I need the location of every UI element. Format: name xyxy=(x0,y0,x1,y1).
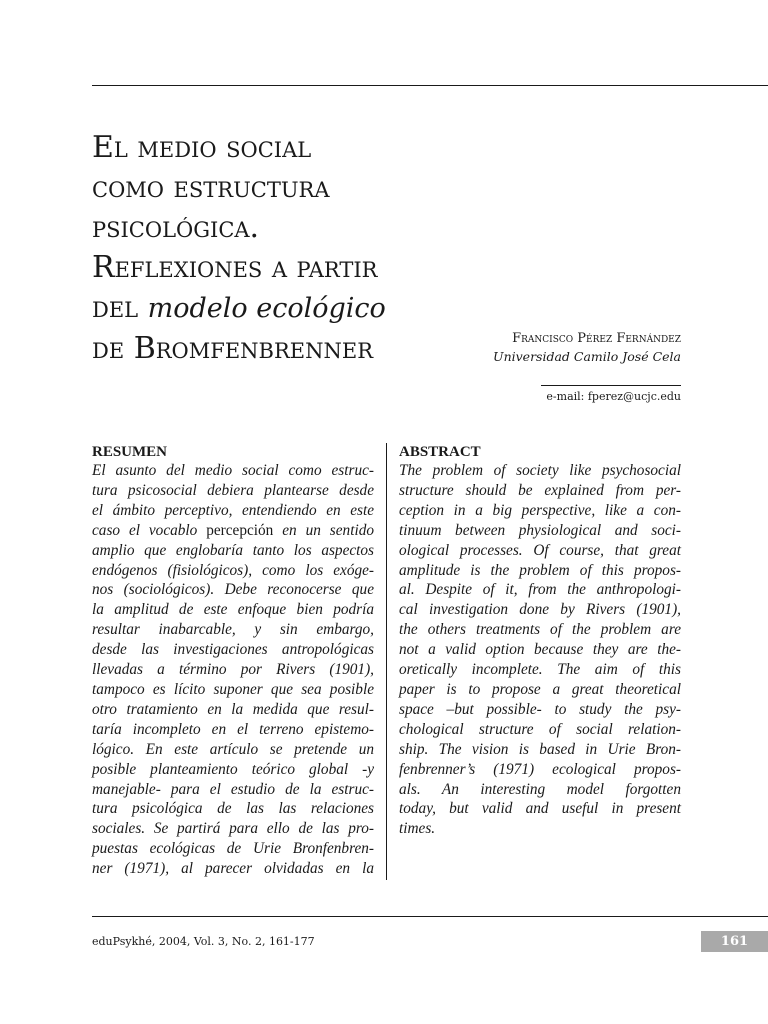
resumen-line: sociales. Se partirá para ello de las pro- xyxy=(92,820,374,838)
resumen-body xyxy=(92,461,374,879)
abstract-line: amplitude is the problem of this propos- xyxy=(399,561,681,579)
title-line-5-lead: del xyxy=(92,290,148,325)
footer-citation: eduPsykhé, 2004, Vol. 3, No. 2, 161-177 xyxy=(92,935,315,948)
resumen-line: tura psicológica de las las relaciones xyxy=(92,800,374,818)
resumen-line: nos (sociológicos). Debe reconocerse que xyxy=(92,581,374,599)
author-name: Francisco Pérez Fernández xyxy=(512,331,681,346)
abstract-line: fenbrenner’s (1971) ecological propos- xyxy=(399,760,681,778)
resumen-line: El asunto del medio social como estruc- xyxy=(92,462,374,479)
resumen-upright-word: percepción xyxy=(206,521,274,539)
title-line-3: psicológica. xyxy=(92,210,260,245)
resumen-line: otro tratamiento en la medida que resul- xyxy=(92,700,374,718)
abstract-line: al. Despite of it, from the anthropologi- xyxy=(399,581,681,599)
resumen-line: amplio que englobaría tanto los aspectos xyxy=(92,541,374,559)
title-line-5 xyxy=(92,288,512,329)
resumen-line xyxy=(92,521,374,541)
abstract-line: als. An interesting model forgotten xyxy=(399,780,681,798)
author-affiliation: Universidad Camilo José Cela xyxy=(493,349,681,364)
author-email: e-mail: fperez@ucjc.edu xyxy=(546,390,681,403)
top-rule xyxy=(92,85,768,86)
resumen-line: resultar inabarcable, y sin embargo, xyxy=(92,621,374,639)
abstract-body xyxy=(399,461,681,839)
abstract-line: The problem of society like psychosocial xyxy=(399,462,681,479)
title-line-1: El medio social xyxy=(92,130,312,165)
resumen-line: tura psicosocial debiera plantearse desde xyxy=(92,481,374,499)
abstract-column xyxy=(399,443,681,839)
resumen-line: taría incompleto en el terreno epistemo- xyxy=(92,720,374,738)
resumen-line: manejable- para el estudio de la estruc- xyxy=(92,780,374,798)
abstract-line: cal investigation done by Rivers (1901), xyxy=(399,601,681,619)
page-number-badge: 161 xyxy=(701,931,768,952)
abstract-line: ception in a big perspective, like a con- xyxy=(399,501,681,519)
abstract-line: oretically incomplete. The aim of this xyxy=(399,661,681,679)
abstract-line: today, but valid and useful in present xyxy=(399,800,681,818)
bottom-rule xyxy=(92,916,768,917)
resumen-line: el ámbito perceptivo, entendiendo en este xyxy=(92,501,374,519)
resumen-line: desde las investigaciones antropológicas xyxy=(92,641,374,659)
title-line-4: Reflexiones a partir xyxy=(92,250,378,285)
resumen-line-4-lead: caso el vocablo xyxy=(92,521,207,539)
abstract-line: chological structure of social relation- xyxy=(399,720,681,738)
abstract-line: the others treatments of the problem are xyxy=(399,621,681,639)
abstract-line: ship. The vision is based in Urie Bron- xyxy=(399,740,681,758)
resumen-line-4-tail: en un sentido xyxy=(273,521,374,539)
title-line-2: como estructura xyxy=(92,170,330,205)
author-block xyxy=(493,330,681,366)
article-title xyxy=(92,128,512,369)
abstract-line: ological processes. Of course, that great xyxy=(399,541,681,559)
resumen-heading: RESUMEN xyxy=(92,444,168,460)
resumen-line: tampoco es lícito suponer que sea posible xyxy=(92,680,374,698)
abstract-line: space –but possible- to study the psy- xyxy=(399,700,681,718)
abstract-line: not a valid option because they are the- xyxy=(399,641,681,659)
resumen-column xyxy=(92,443,374,879)
title-line-6: de Bromfenbrenner xyxy=(92,331,374,366)
abstract-line: times. xyxy=(399,820,436,838)
resumen-line: la amplitud de este enfoque bien podría xyxy=(92,601,374,619)
abstract-line: structure should be explained from per- xyxy=(399,481,681,499)
abstract-line: tinuum between physiological and soci- xyxy=(399,521,681,539)
abstract-line: paper is to propose a great theoretical xyxy=(399,680,681,698)
resumen-line: ner (1971), al parecer olvidadas en la xyxy=(92,860,374,878)
resumen-line: endógenos (fisiológicos), como los exóge- xyxy=(92,561,374,579)
email-rule xyxy=(541,385,681,386)
resumen-line: llevadas a término por Rivers (1901), xyxy=(92,661,374,679)
resumen-line: puestas ecológicas de Urie Bronfenbren- xyxy=(92,840,374,858)
abstract-heading: ABSTRACT xyxy=(399,444,481,460)
column-divider xyxy=(386,443,387,880)
title-italic-part: modelo ecológico xyxy=(147,293,386,324)
resumen-line: posible planteamiento teórico global -y xyxy=(92,760,374,778)
resumen-line: lógico. En este artículo se pretende un xyxy=(92,740,374,758)
